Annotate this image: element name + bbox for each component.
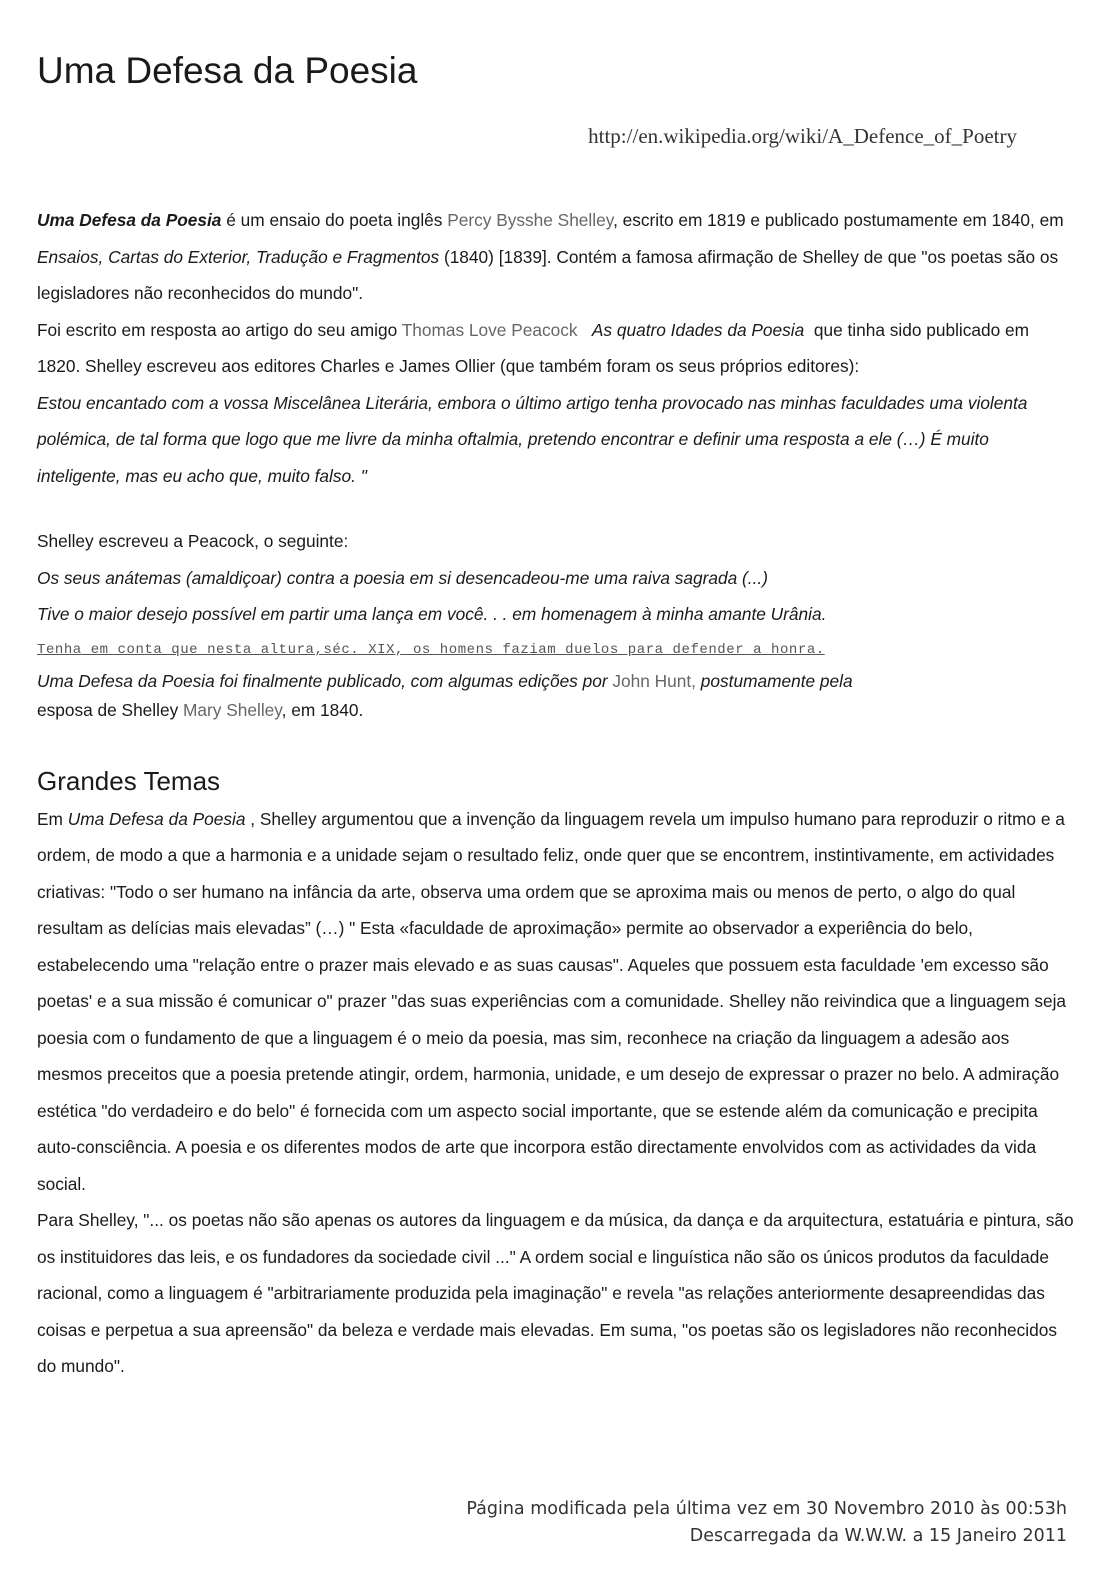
download-date: Descarregada da W.W.W. a 15 Janeiro 2011 bbox=[689, 1526, 1067, 1546]
publication-text-3: esposa de Shelley bbox=[37, 699, 184, 720]
themes-title-reference: Uma Defesa da Poesia bbox=[67, 808, 246, 829]
modified-date: Página modificada pela última vez em 30 Novembro 2010 às 00:53h bbox=[466, 1499, 1067, 1519]
article-body bbox=[37, 202, 1077, 1385]
book-title: Ensaios, Cartas do Exterior, Tradução e Fragmentos bbox=[37, 246, 440, 267]
themes-text-2: , Shelley argumentou que a invenção da linguagem revela um impulso humano para reproduzir o ritmo e a ordem, de modo a que a harmonia e a unidade sejam o resultado feliz, onde quer que se encontrem, instintivamente, em actividades criativas: "Todo o ser humano na infância da arte, observa uma ordem que se aproxima mais ou menos de perto, o algo do qual resultam as delícias mais elevadas” (…) " Esta «faculdade de aproximação» permite ao observador a experiência do belo, estabelecendo uma "relação entre o prazer mais elevado e as suas causas". Aqueles que possuem esta faculdade 'em excesso são poetas' e a sua missão é comunicar o" prazer "das suas experiências com a comunidade. Shelley não reivindica que a linguagem seja poesia com o fundamento de que a linguagem é o meio da poesia, mas sim, reconhece na criação da linguagem a adesão aos mesmos preceitos que a poesia pretende atingir, ordem, harmonia, unidade, e um desejo de expressar o prazer no belo. A admiração estética "do verdadeiro e do belo" é fornecida com um aspecto social importante, que se estende além da comunicação e precipita auto-consciência. A poesia e os diferentes modos de arte que incorpora estão directamente envolvidos com as actividades da vida social. bbox=[37, 808, 1067, 1194]
source-url: http://en.wikipedia.org/wiki/A_Defence_of_Poetry bbox=[588, 124, 1017, 148]
section-heading: Grandes Temas bbox=[37, 765, 221, 796]
response-paragraph bbox=[37, 312, 1077, 385]
article-title: As quatro Idades da Poesia bbox=[591, 319, 805, 340]
intro-paragraph bbox=[37, 202, 1077, 312]
friend-link[interactable]: Thomas Love Peacock bbox=[401, 319, 578, 340]
editor-link[interactable]: John Hunt, bbox=[612, 670, 696, 691]
response-text-1: Foi escrito em resposta ao artigo do seu amigo bbox=[37, 319, 402, 340]
closing-paragraph: Para Shelley, "... os poetas não são apenas os autores da linguagem e da música, da dança e da arquitectura, estatuária e pintura, são os instituidores das leis, e os fundadores da sociedade civil ..." A ordem social e linguística não são os únicos produtos da faculdade racional, como a linguagem é "arbitrariamente produzida pela imaginação" e revela "as relações anteriormente desapreendidas das coisas e perpetua a sua apreensão" da beleza e verdade mais elevadas. Em suma, "os poetas são os legisladores não reconhecidos do mundo". bbox=[37, 1210, 1074, 1376]
spacer bbox=[37, 494, 1077, 523]
peacock-quote-line-1: Os seus anátemas (amaldiçoar) contra a poesia em si desencadeou-me uma raiva sagrada (...) bbox=[37, 567, 768, 588]
page-footer bbox=[466, 1496, 1067, 1550]
wife-link[interactable]: Mary Shelley bbox=[183, 699, 282, 720]
intro-text-3: (1840) [1839]. Contém a famosa afirmação de Shelley de que "os poetas são os legisladores não reconhecidos do mundo". bbox=[37, 246, 1059, 303]
themes-text-1: Em bbox=[37, 808, 68, 829]
publication-text-4: , em 1840. bbox=[281, 699, 364, 720]
intro-text-2: , escrito em 1819 e publicado postumamente em 1840, em bbox=[613, 210, 1064, 230]
publication-text-1: Uma Defesa da Poesia foi finalmente publicado, com algumas edições por bbox=[37, 670, 613, 691]
page-title: Uma Defesa da Poesia bbox=[37, 50, 418, 91]
peacock-quote-line-2: Tive o maior desejo possível em partir uma lança em você. . . em homenagem à minha amante Urânia. bbox=[37, 604, 827, 624]
response-text-2: que tinha sido publicado em 1820. Shelley escreveu aos editores Charles e James Ollier (que também foram os seus próprios editores): bbox=[37, 319, 1030, 376]
publication-paragraph bbox=[37, 667, 1077, 725]
duel-note: Tenha em conta que nesta altura,séc. XIX, os homens faziam duelos para defender a honra. bbox=[37, 641, 825, 658]
themes-paragraph bbox=[37, 801, 1077, 1203]
author-link[interactable]: Percy Bysshe Shelley bbox=[447, 210, 614, 230]
ollier-quote: Estou encantado com a vossa Miscelânea Literária, embora o último artigo tenha provocado nas minhas faculdades uma violenta polémica, de tal forma que logo que me livre da minha oftalmia, pretendo encontrar e definir uma resposta a ele (…) É muito inteligente, mas eu acho que, muito falso. " bbox=[37, 392, 1028, 486]
peacock-intro: Shelley escreveu a Peacock, o seguinte: bbox=[37, 531, 349, 551]
title-reference: Uma Defesa da Poesia bbox=[37, 210, 222, 230]
intro-text-1: é um ensaio do poeta inglês bbox=[221, 210, 448, 230]
publication-text-2: postumamente pela bbox=[696, 670, 853, 691]
